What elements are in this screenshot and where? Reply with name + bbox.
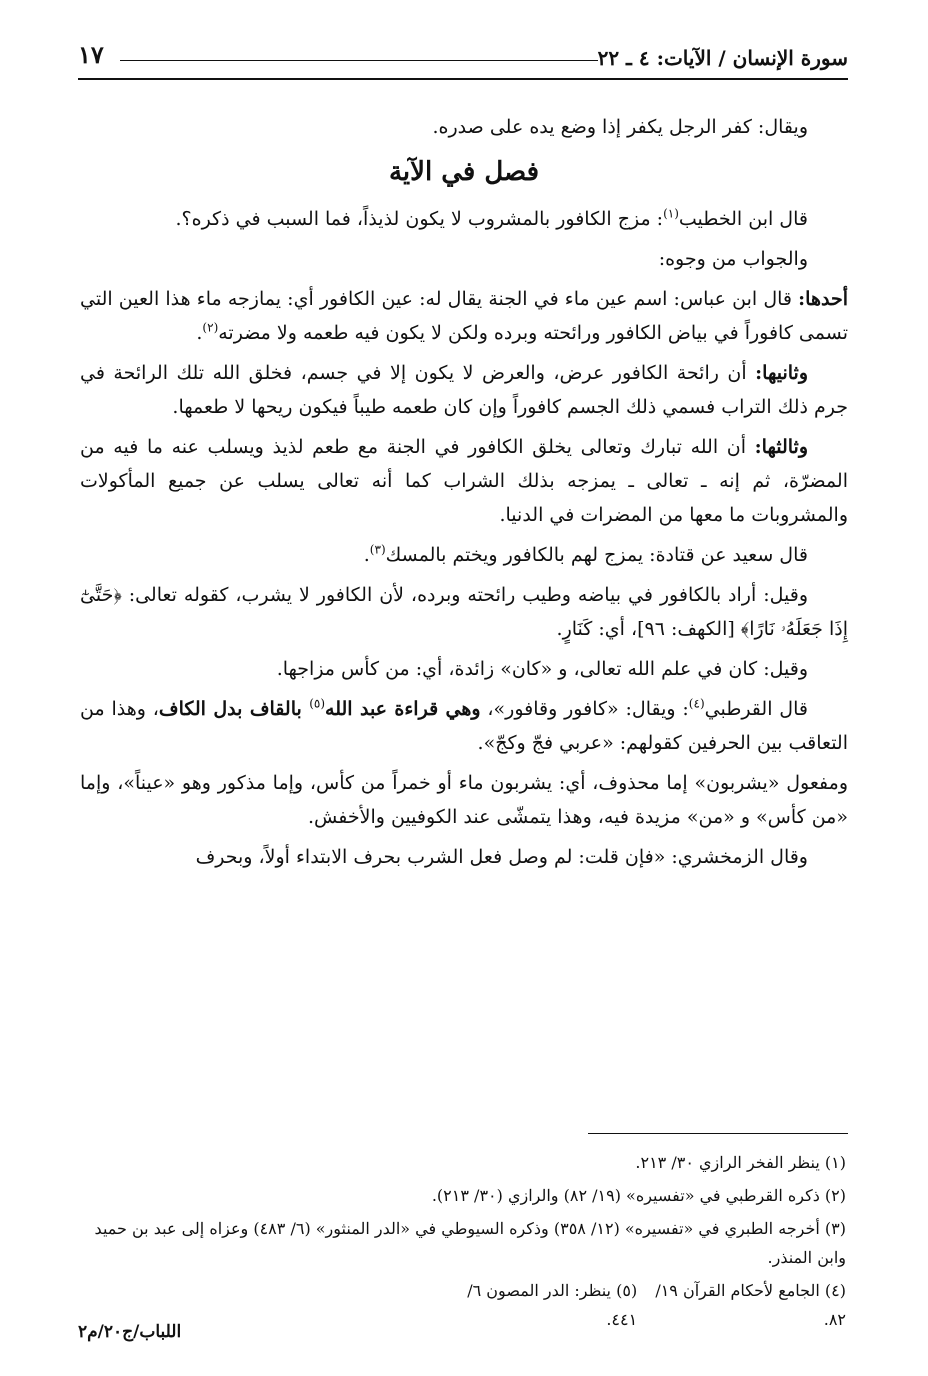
paragraph: وقال الزمخشري: «فإن قلت: لم وصل فعل الشرب بحرف الابتداء أولاً، وبحرف	[195, 846, 808, 868]
signature-mark: اللباب/ج٢٠/م٢	[78, 1322, 182, 1342]
footnote-ref: (٢)	[202, 320, 219, 335]
text-run: .	[196, 322, 203, 344]
footnote: (٢) ذكره القرطبي في «تفسيره» (١٩/ ٨٢) والرازي (٣٠/ ٢١٣).	[431, 1186, 846, 1205]
text-run: أن الله تبارك وتعالى يخلق الكافور في الجنة مع طعم لذيذ ويسلب عنه ما فيه من المضرّة، ثم إنه ـ تعالى ـ يمزجه بذلك الشراب كما أنه تعالى يسلب عن جميع المأكولات والمشروبات ما معها من المضرات في الدنيا.	[80, 436, 848, 526]
running-title: سورة الإنسان / الآيات: ٤ ـ ٢٢	[597, 46, 848, 70]
paragraph	[80, 356, 848, 424]
footnote: (٣) أخرجه الطبري في «تفسيره» (١٢/ ٣٥٨) وذكره السيوطي في «الدر المنثور» (٦/ ٤٨٣) وعزاه إلى عبد بن حميد وابن المنذر.	[94, 1219, 846, 1267]
bold-run: وهي قراءة عبد الله	[325, 698, 481, 720]
header-rule	[120, 60, 598, 61]
text-run: قال ابن الخطيب	[678, 208, 808, 230]
footnote: (١) ينظر الفخر الرازي ٣٠/ ٢١٣.	[635, 1153, 846, 1172]
point-lead: وثالثها:	[754, 436, 808, 458]
footnote-ref: (٤)	[688, 696, 705, 711]
point-lead: أحدها:	[798, 288, 848, 310]
footnote-ref: (١)	[663, 206, 679, 221]
text-run: ، وهذا من التعاقب بين الحرفين كقولهم: «عربي فجّ وكجّ».	[80, 698, 848, 754]
paragraph: ويقال: كفر الرجل يكفر إذا وضع يده على صدره.	[432, 116, 808, 138]
paragraph	[80, 692, 848, 760]
paragraph	[80, 282, 848, 350]
paragraph	[80, 430, 848, 532]
paragraph: وقيل: أراد بالكافور في بياضه وطيب رائحته وبرده، لأن الكافور لا يشرب، كقوله تعالى: ﴿حَتَّىٰٓ إِذَا جَعَلَهُۥ نَارًا﴾ [الكهف: ٩٦]، أي: كَنَارٍ.	[80, 584, 848, 640]
text-run: : مزج الكافور بالمشروب لا يكون لذيذاً، فما السبب في ذكره؟.	[175, 208, 664, 230]
page-header	[78, 38, 848, 80]
page-number: ١٧	[78, 40, 104, 69]
text-run: : ويقال: «كافور وقافور»،	[480, 698, 689, 720]
text-run: أن رائحة الكافور عرض، والعرض لا يكون إلا في جسم، فخلق الله تلك الرائحة في جرم ذلك التراب فسمي ذلك الجسم كافوراً وإن كان طعمه طيباً فيكون ريحها لا طعمها.	[80, 362, 848, 418]
footnote: (٥) ينظر: الدر المصون ٦/ ٤٤١.	[467, 1281, 638, 1329]
footnote: (٤) الجامع لأحكام القرآن ١٩/ ٨٢.	[655, 1281, 846, 1329]
paragraph: وقيل: كان في علم الله تعالى، و «كان» زائدة، أي: من كأس مزاجها.	[276, 658, 808, 680]
text-run: .	[363, 544, 370, 566]
paragraph: ومفعول «يشربون» إما محذوف، أي: يشربون ماء أو خمراً من كأس، وإما مذكور وهو «عيناً»، وإما «من كأس» و «من» مزيدة فيه، وهذا يتمشّى عند الكوفيين والأخفش.	[80, 772, 848, 828]
main-text	[80, 110, 848, 880]
footnote-divider	[588, 1133, 848, 1134]
bold-run: بالقاف بدل الكاف	[158, 698, 310, 720]
footnote-ref: (٥)	[309, 696, 326, 711]
paragraph	[80, 538, 848, 572]
footnote-ref: (٣)	[369, 542, 386, 557]
footnotes	[80, 1148, 846, 1334]
footnote-row	[80, 1276, 846, 1334]
point-lead: وثانيها:	[755, 362, 808, 384]
section-heading: فصل في الآية	[388, 157, 540, 187]
text-run: قال سعيد عن قتادة: يمزج لهم بالكافور ويختم بالمسك	[385, 544, 808, 566]
text-run: قال ابن عباس: اسم عين ماء في الجنة يقال له: عين الكافور أي: يمازجه ماء هذا العين التي تسمى كافوراً في بياض الكافور ورائحته وبرده ولكن لا يكون فيه طعمه ولا مضرته	[80, 288, 848, 344]
text-run: قال القرطبي	[704, 698, 808, 720]
paragraph	[80, 202, 848, 236]
paragraph: والجواب من وجوه:	[658, 248, 808, 270]
